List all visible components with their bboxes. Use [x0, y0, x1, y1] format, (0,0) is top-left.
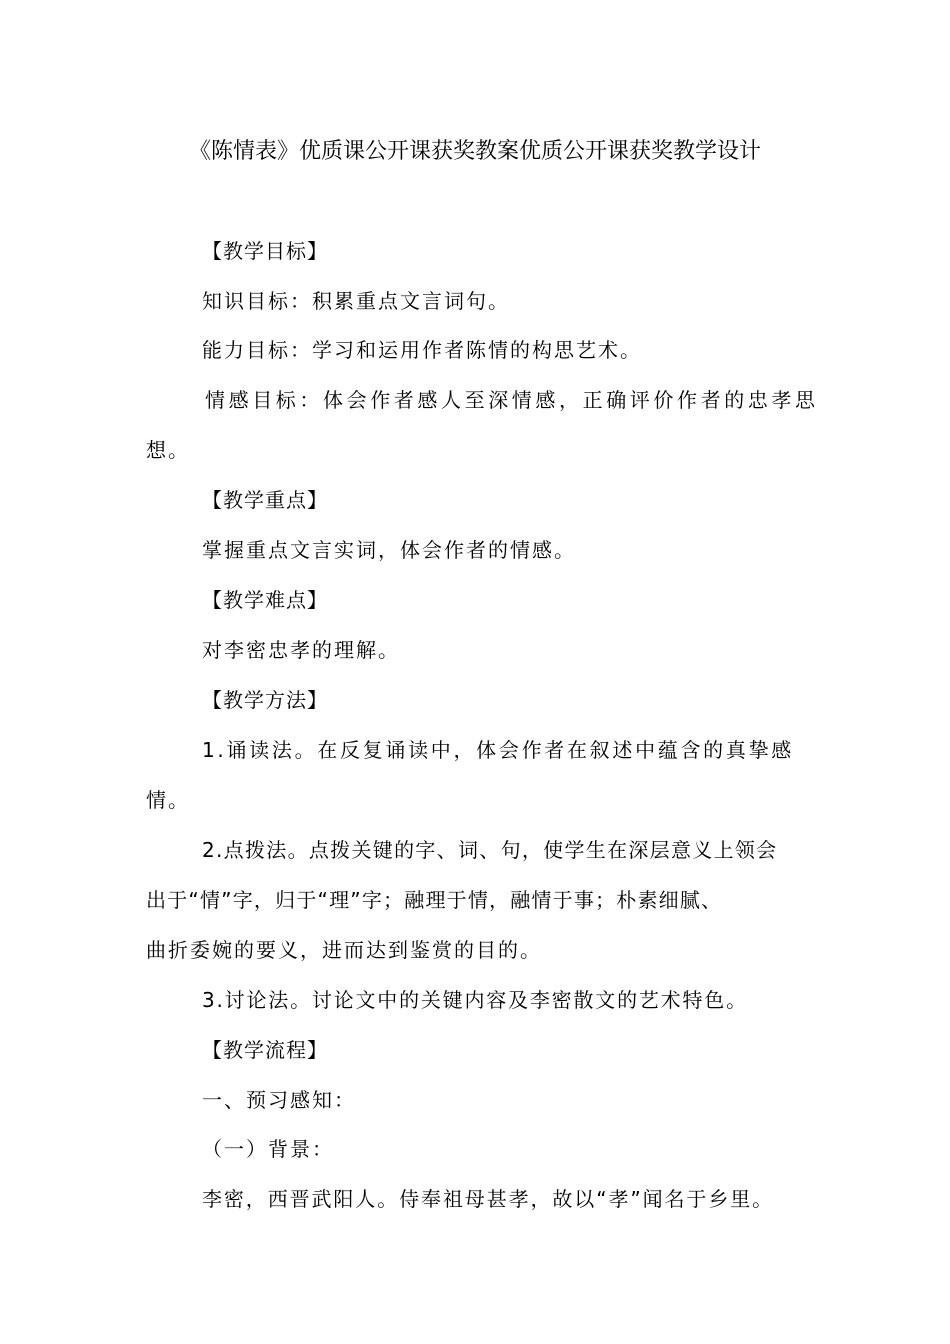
- paragraph-method-1-line1: 1.诵读法。在反复诵读中，体会作者在叙述中蕴含的真挚感: [202, 738, 794, 762]
- paragraph-ability-goal: 能力目标：学习和运用作者陈情的构思艺术。: [202, 338, 642, 362]
- paragraph-difficulties: 对李密忠孝的理解。: [202, 638, 400, 662]
- section-heading-methods: 【教学方法】: [202, 688, 328, 712]
- section-heading-difficulties: 【教学难点】: [202, 588, 328, 612]
- section-heading-key-points: 【教学重点】: [202, 488, 328, 512]
- subheading-background: （一）背景：: [202, 1137, 334, 1161]
- paragraph-method-1-line2: 情。: [146, 788, 190, 812]
- paragraph-method-2-line2: 出于“情”字，归于“理”字；融理于情，融情于事；朴素细腻、: [146, 888, 723, 912]
- paragraph-emotion-goal-line1: 情感目标：体会作者感人至深情感，正确评价作者的忠孝思: [205, 388, 819, 412]
- subheading-preview: 一、预习感知：: [202, 1088, 356, 1112]
- paragraph-background: 李密，西晋武阳人。侍奉祖母甚孝，故以“孝”闻名于乡里。: [202, 1187, 775, 1211]
- document-title: 《陈情表》优质课公开课获奖教案优质公开课获奖教学设计: [188, 139, 761, 164]
- paragraph-emotion-goal-line2: 想。: [146, 438, 190, 462]
- paragraph-key-points: 掌握重点文言实词，体会作者的情感。: [202, 538, 576, 562]
- paragraph-knowledge-goal: 知识目标：积累重点文言词句。: [202, 289, 510, 313]
- paragraph-method-2-line3: 曲折委婉的要义，进而达到鉴赏的目的。: [146, 938, 542, 962]
- paragraph-method-2-line1: 2.点拨法。点拨关键的字、词、句，使学生在深层意义上领会: [202, 838, 778, 862]
- section-heading-process: 【教学流程】: [202, 1038, 328, 1062]
- section-heading-objectives: 【教学目标】: [202, 239, 328, 263]
- paragraph-method-3: 3.讨论法。讨论文中的关键内容及李密散文的艺术特色。: [202, 988, 748, 1012]
